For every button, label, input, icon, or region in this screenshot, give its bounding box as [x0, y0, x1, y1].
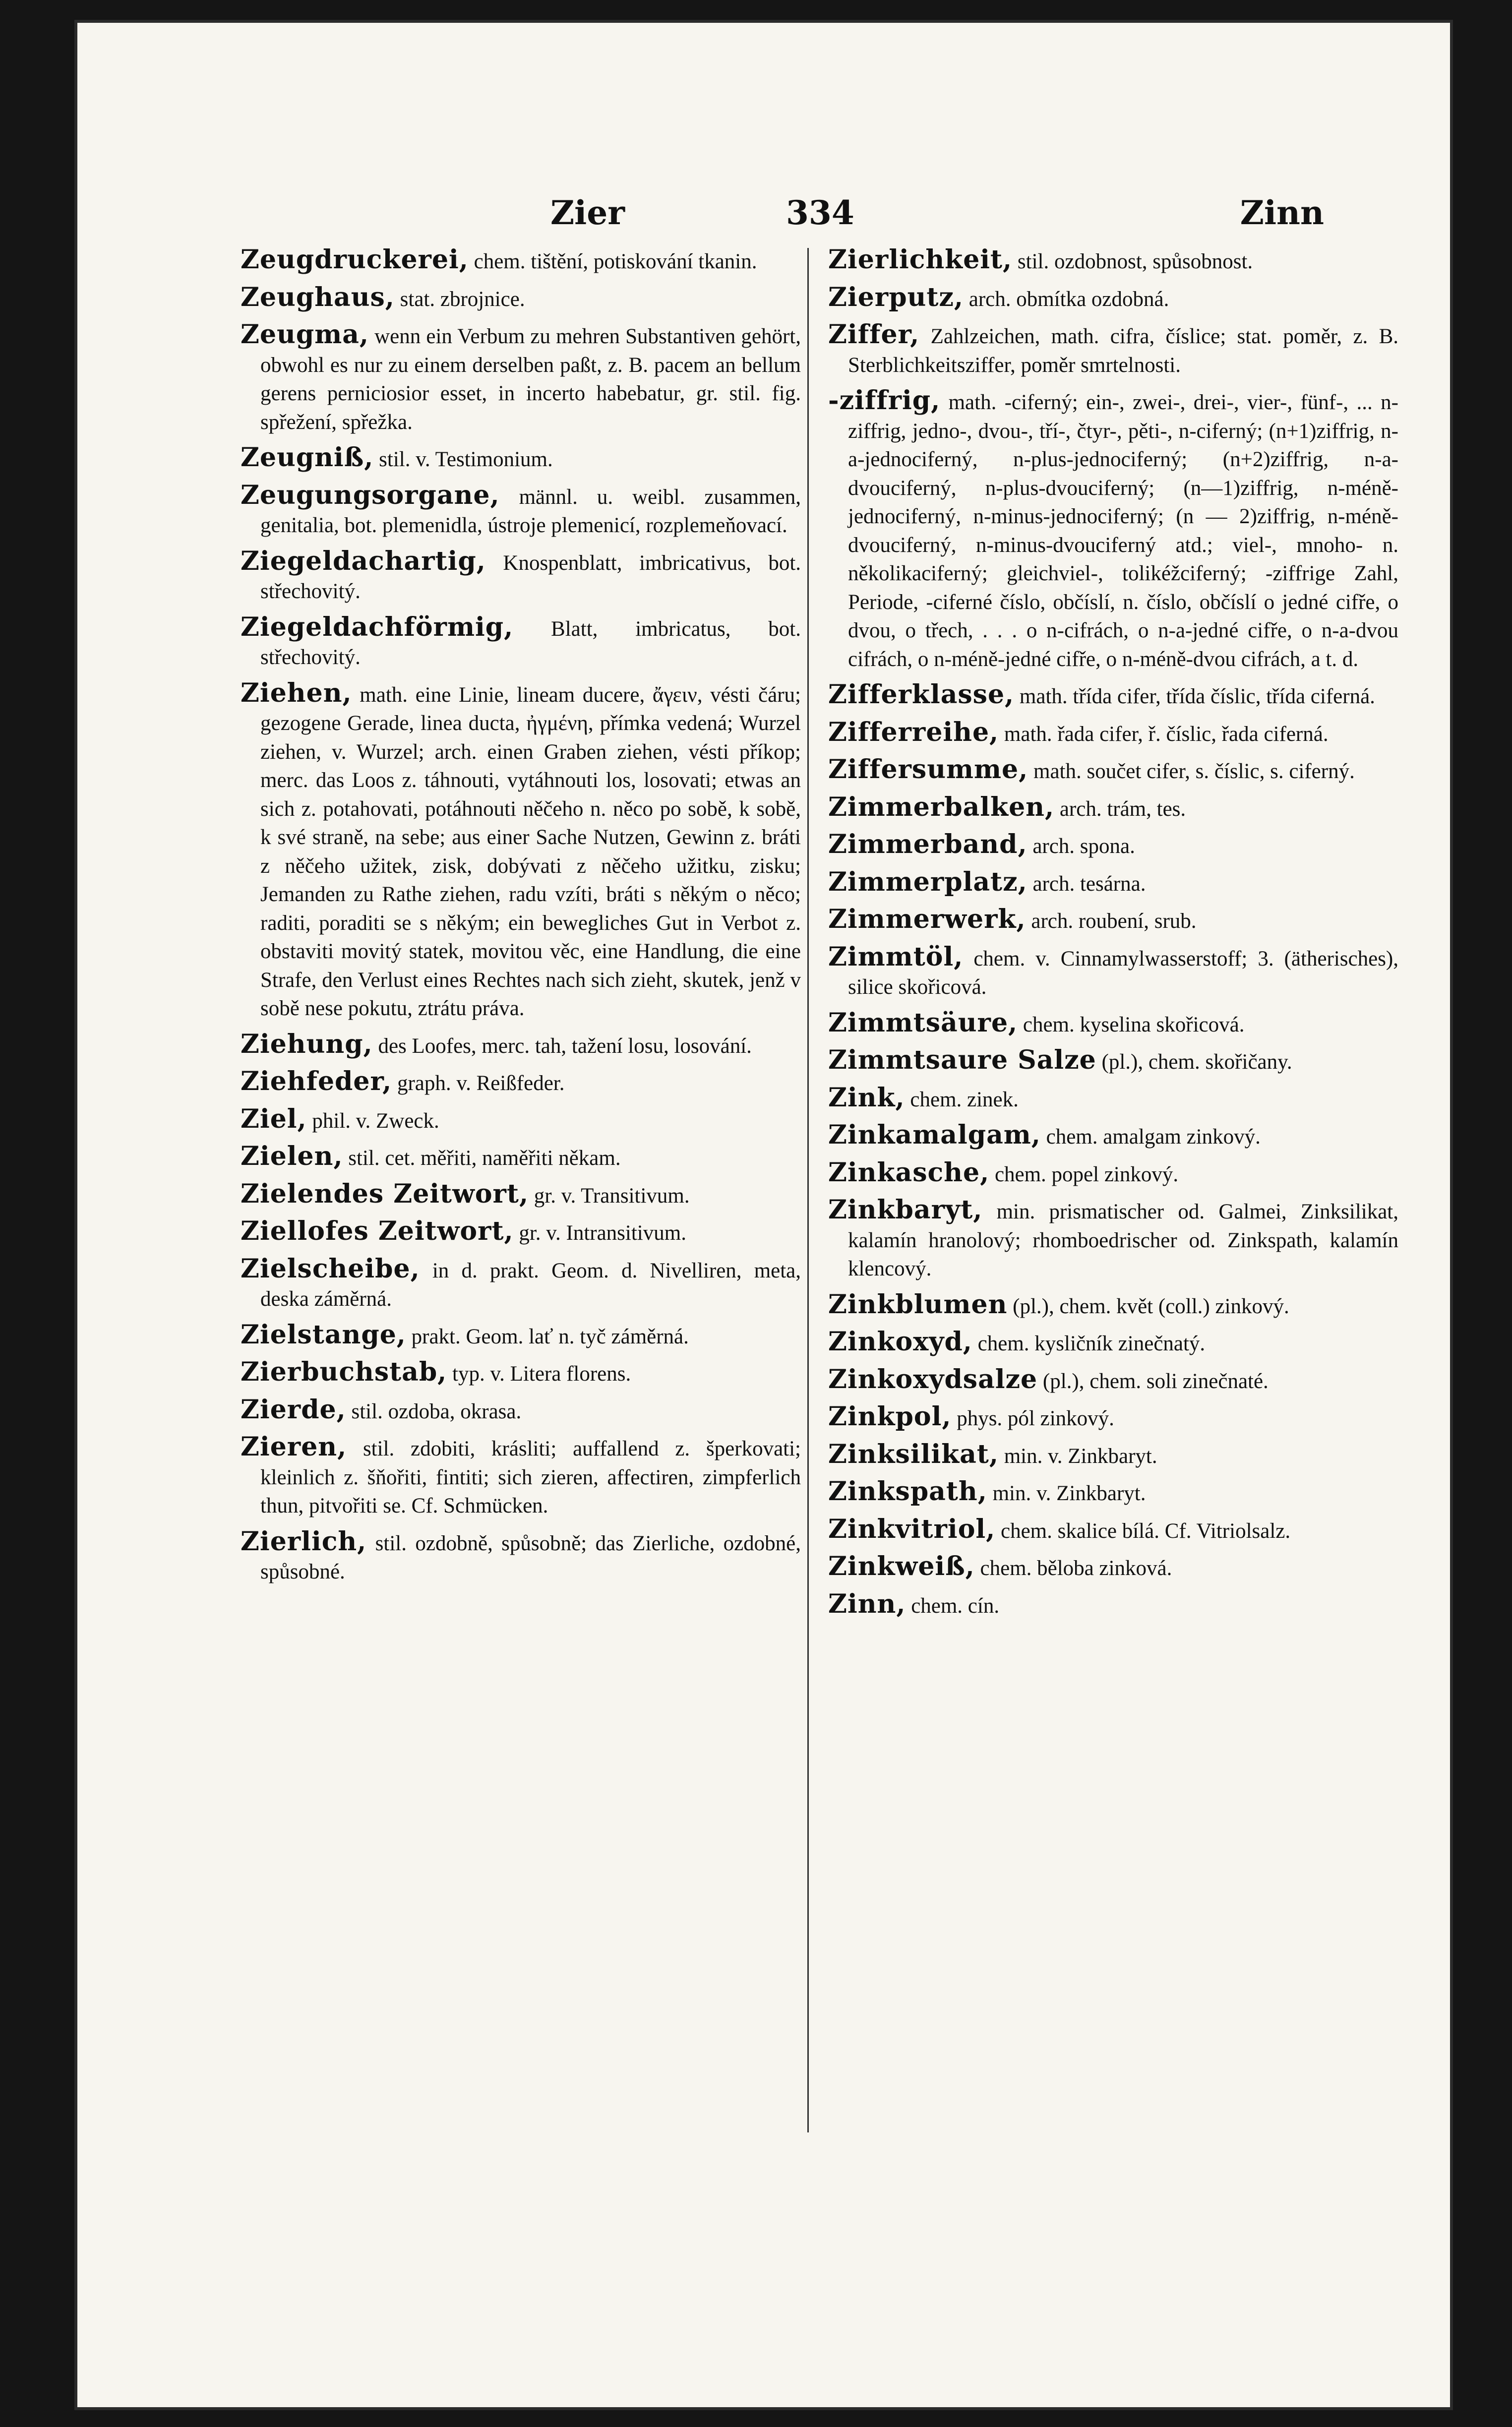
dictionary-entry — [241, 283, 801, 314]
dictionary-entry — [241, 1030, 801, 1061]
dictionary-entry — [828, 755, 1398, 786]
entry-definition: (pl.), chem. skořičany. — [1101, 1050, 1292, 1074]
entry-headword: Zifferklasse, — [828, 679, 1015, 710]
entry-headword: Ziffer, — [828, 319, 920, 350]
entry-definition: math. -ciferný; ein-, zwei-, drei-, vier-, fünf-, ... n-ziffrig, jedno-, dvou-, tří-, čtyr-, pěti-, n-ciferný; (n+1)ziffrig, n-a-jednociferný, n-plus-jednociferný; (n+2)ziffrig, n-a-dvouciferný, n-plus-dvouciferný; (n—1)ziffrig, n-méně-jednociferný, n-minus-jednociferný; (n — 2)ziffrig, n-méně-dvouciferný, n-minus-dvouciferný atd.; viel-, mnoho- n. několikaciferný; gleichviel-, tolikéžciferný; -ziffrige Zahl, Periode, -ciferné číslo, občíslí, n. číslo, občíslí o jedné cifře, o dvou, o třech, . . . o n-cifrách, o n-a-jedné cifře, o n-a-dvou cifrách, o n-méně-jedné cifře, o n-méně-dvou cifrách, a t. d. — [848, 391, 1399, 671]
entry-headword: Zimmerwerk, — [828, 904, 1026, 934]
entry-headword: Ziehfeder, — [241, 1066, 392, 1096]
entry-headword: Zinn, — [828, 1588, 906, 1619]
entry-definition: math. eine Linie, lineam ducere, ἄγειν, vésti čáru; gezogene Gerade, linea ducta, ἠγμένη, přímka vedená; Wurzel ziehen, v. Wurzel; arch. einen Graben ziehen, vésti příkop; merc. das Loos z. táhnouti, vytáhnouti los, losovati; etwas an sich z. potahovati, potáhnouti něčeho n. něco po sobě, k sobě, k své straně, na sebe; aus einer Sache Nutzen, Gewinn z. bráti z něčeho užitek, zisk, dobývati z něčeho užitku, zisku; Jemanden zu Rathe ziehen, radu vzíti, bráti s někým o něco; raditi, poraditi se s někým; ein bewegliches Gut in Verbot z. obstaviti movitý statek, movitou věc, eine Handlung, die eine Strafe, den Verlust eines Rechtes nach sich zieht, skutek, jenž v sobě nese pokutu, ztrátu práva. — [260, 683, 801, 1020]
dictionary-entry — [828, 386, 1398, 673]
header-left-word: Zier — [550, 193, 625, 232]
dictionary-entry — [241, 1105, 801, 1136]
entry-headword: Zinkoxydsalze — [828, 1364, 1038, 1395]
dictionary-entry — [241, 1180, 801, 1211]
dictionary-entry — [828, 1552, 1398, 1583]
entry-definition: stil. ozdoba, okrasa. — [351, 1399, 522, 1423]
entry-headword: Zimmtsaure Salze — [828, 1045, 1096, 1075]
entry-headword: Zinkbaryt, — [828, 1195, 983, 1225]
dictionary-entry — [241, 320, 801, 436]
entry-headword: Zinkamalgam, — [828, 1120, 1041, 1150]
entry-headword: Zinkoxyd, — [828, 1327, 972, 1357]
entry-definition: Knospenblatt, imbricativus, bot. střechovitý. — [260, 551, 801, 603]
dictionary-entry — [828, 868, 1398, 899]
dictionary-entry — [241, 1433, 801, 1520]
dictionary-entry — [828, 1440, 1398, 1471]
dictionary-entry — [828, 793, 1398, 824]
entry-headword: Ziegeldachförmig, — [241, 611, 514, 642]
entry-headword: Zeughaus, — [241, 282, 395, 312]
column-divider — [807, 248, 809, 2132]
entry-headword: Zink, — [828, 1082, 905, 1113]
dictionary-entry — [241, 481, 801, 540]
entry-definition: stil. ozdobně, spůsobně; das Zierliche, ozdobné, spůsobné. — [260, 1531, 801, 1583]
entry-definition: des Loofes, merc. tah, tažení losu, losování. — [378, 1034, 752, 1058]
dictionary-entry — [241, 1217, 801, 1248]
dictionary-entry — [828, 1121, 1398, 1152]
entry-definition: arch. obmítka ozdobná. — [968, 287, 1169, 311]
entry-headword: Zimmerbalken, — [828, 791, 1055, 822]
dictionary-entry — [828, 1046, 1398, 1077]
entry-headword: Zierde, — [241, 1394, 346, 1425]
entry-headword: Zinksilikat, — [828, 1439, 999, 1469]
dictionary-entry — [241, 443, 801, 474]
entry-definition: gr. v. Transitivum. — [534, 1184, 690, 1208]
dictionary-entry — [241, 613, 801, 672]
entry-definition: chem. popel zinkový. — [994, 1162, 1179, 1186]
dictionary-entry — [241, 1321, 801, 1351]
entry-headword: Zielen, — [241, 1141, 343, 1171]
dictionary-entry — [828, 1515, 1398, 1546]
entry-headword: Zinkweiß, — [828, 1551, 975, 1581]
dictionary-entry — [828, 1084, 1398, 1114]
dictionary-entry — [828, 1009, 1398, 1039]
entry-definition: min. v. Zinkbaryt. — [992, 1482, 1146, 1505]
dictionary-entry — [241, 1358, 801, 1389]
header-right-word: Zinn — [1240, 193, 1324, 232]
entry-definition: (pl.), chem. soli zinečnaté. — [1042, 1369, 1269, 1393]
entry-definition: (pl.), chem. květ (coll.) zinkový. — [1013, 1294, 1289, 1318]
entry-definition: in d. prakt. Geom. d. Nivelliren, meta, deska záměrná. — [260, 1259, 801, 1311]
dictionary-entry — [828, 718, 1398, 749]
entry-headword: -ziffrig, — [828, 385, 941, 416]
entry-definition: prakt. Geom. lať n. tyč záměrná. — [411, 1325, 689, 1348]
entry-definition: chem. tištění, potiskování tkanin. — [474, 250, 757, 273]
entry-definition: math. součet cifer, s. číslic, s. ciferný. — [1033, 760, 1355, 783]
entry-definition: chem. amalgam zinkový. — [1046, 1125, 1261, 1149]
entry-definition: phil. v. Zweck. — [312, 1109, 439, 1133]
dictionary-entry — [828, 1402, 1398, 1433]
entry-headword: Zierlich, — [241, 1526, 367, 1557]
entry-definition: chem. kyselina skořicová. — [1023, 1013, 1245, 1036]
dictionary-page — [74, 20, 1453, 2410]
dictionary-entry — [828, 680, 1398, 711]
dictionary-entry — [828, 283, 1398, 314]
entry-definition: stil. ozdobnost, spůsobnost. — [1017, 250, 1253, 273]
dictionary-entry — [828, 1590, 1398, 1621]
entry-headword: Zifferreihe, — [828, 717, 999, 747]
entry-headword: Ziellofes Zeitwort, — [241, 1216, 514, 1246]
dictionary-entry — [828, 1365, 1398, 1396]
entry-definition: Zahlzeichen, math. cifra, číslice; stat. poměr, z. B. Sterblichkeitsziffer, poměr smrtelnosti. — [848, 325, 1399, 377]
entry-definition: phys. pól zinkový. — [957, 1407, 1114, 1430]
entry-definition: stil. zdobiti, krásliti; auffallend z. šperkovati; kleinlich z. šňořiti, fintiti; sich zieren, affectiren, zimpferlich thun, pitvořiti se. Cf. Schmücken. — [260, 1437, 801, 1517]
entry-headword: Zierbuchstab, — [241, 1357, 447, 1387]
dictionary-entry — [241, 1255, 801, 1314]
entry-headword: Ziffersumme, — [828, 754, 1028, 785]
dictionary-entry — [241, 1396, 801, 1426]
entry-definition: chem. kysličník zinečnatý. — [977, 1332, 1206, 1355]
dictionary-entry — [241, 245, 801, 276]
entry-headword: Ziehen, — [241, 677, 352, 708]
dictionary-entry — [828, 830, 1398, 861]
entry-definition: männl. u. weibl. zusammen, genitalia, bot. plemenidla, ústroje plemenicí, rozplemeňovací. — [260, 485, 801, 537]
entry-headword: Ziel, — [241, 1103, 307, 1134]
entry-definition: chem. běloba zinková. — [980, 1557, 1172, 1580]
dictionary-entry — [828, 1477, 1398, 1508]
entry-definition: chem. skalice bílá. Cf. Vitriolsalz. — [1000, 1519, 1291, 1543]
dictionary-entry — [828, 1328, 1398, 1358]
entry-headword: Zimmerplatz, — [828, 866, 1028, 897]
entry-definition: stat. zbrojnice. — [400, 287, 525, 311]
entry-headword: Zinkspath, — [828, 1476, 987, 1507]
dictionary-entry — [241, 679, 801, 1023]
dictionary-entry — [828, 943, 1398, 1002]
entry-definition: stil. v. Testimonium. — [379, 448, 553, 471]
entry-definition: arch. trám, tes. — [1059, 797, 1186, 821]
entry-headword: Zielendes Zeitwort, — [241, 1178, 529, 1209]
entry-headword: Zierputz, — [828, 282, 964, 312]
left-column — [241, 245, 801, 1593]
entry-headword: Zeugniß, — [241, 442, 374, 473]
entry-definition: wenn ein Verbum zu mehren Substantiven gehört, obwohl es nur zu einem derselben paßt, z. B. pacem an bellum gerens perniciosior esset, in incerto habebatur, gr. stil. fig. spřežení, spřežka. — [260, 325, 801, 434]
entry-headword: Zielscheibe, — [241, 1253, 420, 1284]
entry-headword: Zeugdruckerei, — [241, 244, 469, 275]
entry-definition: Blatt, imbricatus, bot. střechovitý. — [260, 617, 801, 669]
dictionary-entry — [241, 547, 801, 606]
entry-definition: min. prismatischer od. Galmei, Zinksilikat, kalamín hranolový; rhomboedrischer od. Zinkspath, kalamín klencový. — [848, 1200, 1398, 1280]
dictionary-entry — [828, 320, 1398, 379]
entry-definition: math. řada cifer, ř. číslic, řada ciferná. — [1004, 722, 1329, 746]
dictionary-entry — [828, 1158, 1398, 1189]
dictionary-entry — [241, 1142, 801, 1173]
entry-definition: chem. zinek. — [910, 1088, 1019, 1111]
entry-definition: math. třída cifer, třída číslic, třída ciferná. — [1019, 685, 1375, 708]
entry-definition: arch. roubení, srub. — [1031, 910, 1197, 933]
entry-headword: Zimmtöl, — [828, 941, 964, 972]
entry-definition: chem. v. Cinnamylwasserstoff; 3. (ätherisches), silice skořicová. — [848, 947, 1398, 999]
entry-headword: Zielstange, — [241, 1319, 406, 1350]
dictionary-entry — [828, 1196, 1398, 1283]
entry-headword: Zeugungsorgane, — [241, 480, 500, 510]
dictionary-entry — [241, 1527, 801, 1586]
entry-definition: typ. v. Litera florens. — [452, 1362, 631, 1386]
entry-headword: Ziehung, — [241, 1029, 373, 1059]
entry-definition: stil. cet. měřiti, naměřiti někam. — [348, 1147, 621, 1170]
page-number: 334 — [786, 193, 854, 232]
entry-headword: Zinkpol, — [828, 1401, 952, 1432]
entry-definition: chem. cín. — [911, 1594, 1000, 1618]
entry-headword: Zinkblumen — [828, 1289, 1008, 1320]
right-column — [828, 245, 1398, 1627]
entry-definition: graph. v. Reißfeder. — [397, 1072, 565, 1095]
entry-definition: gr. v. Intransitivum. — [519, 1221, 686, 1245]
entry-definition: min. v. Zinkbaryt. — [1004, 1444, 1157, 1468]
entry-headword: Ziegeldachartig, — [241, 546, 486, 576]
entry-definition: arch. tesárna. — [1032, 872, 1146, 896]
entry-headword: Zinkvitriol, — [828, 1514, 996, 1544]
entry-headword: Zieren, — [241, 1432, 347, 1462]
entry-headword: Zierlichkeit, — [828, 244, 1013, 275]
dictionary-entry — [828, 905, 1398, 936]
entry-definition: arch. spona. — [1032, 835, 1135, 858]
entry-headword: Zeugma, — [241, 319, 369, 350]
page-header — [253, 169, 1324, 243]
entry-headword: Zimmtsäure, — [828, 1007, 1018, 1038]
entry-headword: Zinkasche, — [828, 1157, 990, 1188]
dictionary-entry — [828, 1290, 1398, 1321]
dictionary-entry — [241, 1067, 801, 1098]
dictionary-entry — [828, 245, 1398, 276]
entry-headword: Zimmerband, — [828, 829, 1028, 859]
